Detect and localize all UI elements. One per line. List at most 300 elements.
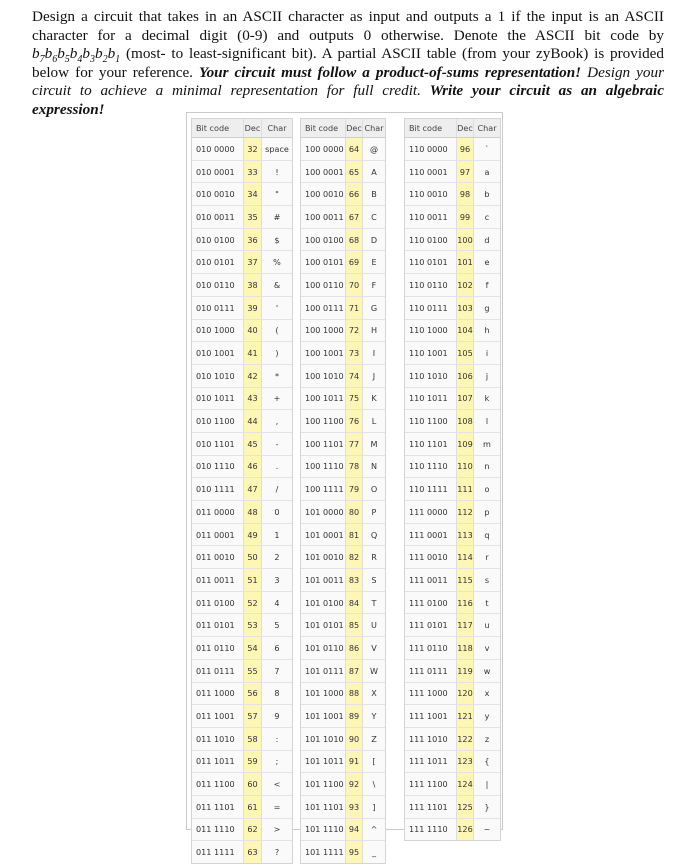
ascii-row bbox=[301, 183, 385, 206]
bit-code-cell: 110 0110 bbox=[409, 279, 448, 290]
ascii-row bbox=[405, 683, 500, 706]
dec-cell: 69 bbox=[345, 251, 363, 273]
ascii-row bbox=[192, 138, 292, 161]
dec-cell: 55 bbox=[243, 660, 262, 682]
char-cell: g bbox=[484, 302, 490, 313]
bit-code-cell: 110 0111 bbox=[409, 302, 448, 313]
ascii-row bbox=[405, 251, 500, 274]
char-cell: P bbox=[371, 506, 377, 517]
char-cell: ] bbox=[372, 801, 376, 812]
bit-code-cell: 011 1101 bbox=[196, 801, 235, 812]
char-cell: ! bbox=[275, 166, 279, 177]
char-cell: H bbox=[370, 325, 378, 336]
dec-cell: 96 bbox=[456, 138, 474, 160]
dec-cell: 115 bbox=[456, 569, 474, 591]
ascii-row bbox=[405, 456, 500, 479]
dec-cell: 68 bbox=[345, 229, 363, 251]
ascii-row bbox=[192, 660, 292, 683]
ascii-row bbox=[301, 206, 385, 229]
char-cell: D bbox=[370, 234, 378, 245]
char-cell: K bbox=[371, 393, 377, 404]
dec-cell: 109 bbox=[456, 433, 474, 455]
dec-cell: 93 bbox=[345, 796, 363, 818]
ascii-row bbox=[192, 342, 292, 365]
char-cell: . bbox=[275, 461, 279, 472]
bit-code-cell: 100 1100 bbox=[305, 416, 344, 427]
ascii-row bbox=[301, 342, 385, 365]
bit-code-cell: 010 1101 bbox=[196, 438, 235, 449]
header-dec: Dec bbox=[345, 119, 363, 137]
bit-code-cell: 100 0000 bbox=[305, 143, 344, 154]
ascii-row bbox=[192, 796, 292, 819]
bit-code-cell: 100 0110 bbox=[305, 279, 344, 290]
dec-cell: 102 bbox=[456, 274, 474, 296]
dec-cell: 34 bbox=[243, 183, 262, 205]
ascii-row bbox=[192, 501, 292, 524]
ascii-row bbox=[405, 183, 500, 206]
bit-code-cell: 010 1100 bbox=[196, 416, 235, 427]
ascii-row bbox=[192, 728, 292, 751]
char-cell: r bbox=[485, 552, 489, 563]
header-bit-code: Bit code bbox=[409, 123, 443, 133]
dec-cell: 39 bbox=[243, 297, 262, 319]
ascii-row bbox=[301, 796, 385, 819]
bit-code-cell: 101 0100 bbox=[305, 597, 344, 608]
ascii-row bbox=[301, 161, 385, 184]
dec-cell: 116 bbox=[456, 592, 474, 614]
bit-code-cell: 010 0011 bbox=[196, 211, 235, 222]
bit-code-cell: 011 0010 bbox=[196, 552, 235, 563]
ascii-row bbox=[301, 229, 385, 252]
bit-code-cell: 010 1011 bbox=[196, 393, 235, 404]
ascii-row bbox=[405, 138, 500, 161]
dec-cell: 86 bbox=[345, 637, 363, 659]
ascii-header-row bbox=[192, 119, 292, 138]
bit-code-cell: 010 0101 bbox=[196, 257, 235, 268]
ascii-row bbox=[405, 546, 500, 569]
header-bit-code: Bit code bbox=[305, 123, 339, 133]
bit-code-cell: 101 0101 bbox=[305, 620, 344, 631]
bit-code-cell: 100 0001 bbox=[305, 166, 344, 177]
dec-cell: 52 bbox=[243, 592, 262, 614]
char-cell: " bbox=[275, 189, 279, 200]
bit-code-cell: 111 1011 bbox=[409, 756, 448, 767]
bit-code-cell: 100 0100 bbox=[305, 234, 344, 245]
dec-cell: 56 bbox=[243, 683, 262, 705]
dec-cell: 117 bbox=[456, 614, 474, 636]
bit-code-cell: 110 1010 bbox=[409, 370, 448, 381]
ascii-row bbox=[301, 705, 385, 728]
dec-cell: 101 bbox=[456, 251, 474, 273]
char-cell: s bbox=[484, 574, 490, 585]
char-cell: h bbox=[484, 325, 490, 336]
char-cell: c bbox=[484, 211, 490, 222]
dec-cell: 50 bbox=[243, 546, 262, 568]
algebraic-requirement: Write your circuit as an algebraic expression! bbox=[32, 82, 664, 118]
ascii-row bbox=[301, 546, 385, 569]
dec-cell: 95 bbox=[345, 841, 363, 863]
ascii-row bbox=[301, 841, 385, 863]
char-cell: ~ bbox=[483, 824, 491, 835]
char-cell: I bbox=[372, 348, 376, 359]
ascii-row bbox=[301, 751, 385, 774]
dec-cell: 53 bbox=[243, 614, 262, 636]
dec-cell: 80 bbox=[345, 501, 363, 523]
dec-cell: 46 bbox=[243, 456, 262, 478]
ascii-row bbox=[301, 592, 385, 615]
char-cell: > bbox=[273, 824, 281, 835]
ascii-row bbox=[301, 524, 385, 547]
ascii-row bbox=[192, 433, 292, 456]
char-cell: : bbox=[275, 733, 279, 744]
dec-cell: 89 bbox=[345, 705, 363, 727]
dec-cell: 92 bbox=[345, 773, 363, 795]
bit-code-cell: 010 1111 bbox=[196, 484, 235, 495]
char-cell: ^ bbox=[370, 824, 378, 835]
char-cell: , bbox=[275, 416, 279, 427]
dec-cell: 103 bbox=[456, 297, 474, 319]
ascii-row bbox=[405, 728, 500, 751]
ascii-row bbox=[192, 206, 292, 229]
bit-code-cell: 111 1100 bbox=[409, 779, 448, 790]
dec-cell: 113 bbox=[456, 524, 474, 546]
ascii-row bbox=[192, 274, 292, 297]
char-cell: Q bbox=[370, 529, 378, 540]
dec-cell: 35 bbox=[243, 206, 262, 228]
dec-cell: 123 bbox=[456, 751, 474, 773]
bit-code-cell: 110 0100 bbox=[409, 234, 448, 245]
ascii-row bbox=[405, 614, 500, 637]
dec-cell: 70 bbox=[345, 274, 363, 296]
char-cell: x bbox=[484, 688, 490, 699]
char-cell: R bbox=[371, 552, 377, 563]
dec-cell: 74 bbox=[345, 365, 363, 387]
ascii-row bbox=[405, 410, 500, 433]
char-cell: S bbox=[371, 574, 377, 585]
ascii-row bbox=[301, 138, 385, 161]
dec-cell: 41 bbox=[243, 342, 262, 364]
ascii-row bbox=[405, 342, 500, 365]
dec-cell: 124 bbox=[456, 773, 474, 795]
header-bit-code: Bit code bbox=[196, 123, 230, 133]
char-cell: 9 bbox=[274, 711, 280, 722]
dec-cell: 119 bbox=[456, 660, 474, 682]
bit-b7: $b_7$ bbox=[32, 45, 45, 66]
bit-code-cell: 111 1010 bbox=[409, 733, 448, 744]
bit-code-cell: 110 1101 bbox=[409, 438, 448, 449]
ascii-row bbox=[192, 819, 292, 842]
bit-b1: $b_1$ bbox=[107, 45, 121, 66]
dec-cell: 88 bbox=[345, 683, 363, 705]
minimal-requirement: Design your circuit to achieve a minimal representation for full credit. bbox=[32, 63, 664, 99]
ascii-row bbox=[301, 274, 385, 297]
dec-cell: 87 bbox=[345, 660, 363, 682]
bit-code-cell: 111 0101 bbox=[409, 620, 448, 631]
header-char: Char bbox=[364, 123, 384, 133]
dec-cell: 75 bbox=[345, 388, 363, 410]
char-cell: % bbox=[273, 257, 281, 268]
bit-code-cell: 010 1010 bbox=[196, 370, 235, 381]
dec-cell: 61 bbox=[243, 796, 262, 818]
char-cell: i bbox=[485, 348, 489, 359]
dec-cell: 73 bbox=[345, 342, 363, 364]
char-cell: G bbox=[370, 302, 378, 313]
ascii-header-row bbox=[301, 119, 385, 138]
char-cell: | bbox=[485, 779, 489, 790]
ascii-row bbox=[192, 229, 292, 252]
ascii-row bbox=[405, 229, 500, 252]
char-cell: # bbox=[273, 211, 281, 222]
bit-code-cell: 011 0100 bbox=[196, 597, 235, 608]
bit-code-cell: 100 1111 bbox=[305, 484, 344, 495]
ascii-row bbox=[192, 614, 292, 637]
dec-cell: 48 bbox=[243, 501, 262, 523]
dec-cell: 99 bbox=[456, 206, 474, 228]
char-cell: W bbox=[369, 665, 378, 676]
bit-code-cell: 010 0110 bbox=[196, 279, 235, 290]
ascii-row bbox=[405, 274, 500, 297]
char-cell: B bbox=[371, 189, 377, 200]
bit-code-cell: 011 1011 bbox=[196, 756, 235, 767]
char-cell: 3 bbox=[274, 574, 280, 585]
ascii-row bbox=[192, 388, 292, 411]
char-cell: T bbox=[371, 597, 377, 608]
ascii-row bbox=[192, 751, 292, 774]
bit-b2: $b_2$ bbox=[94, 45, 108, 66]
ascii-row bbox=[192, 773, 292, 796]
bit-code-cell: 111 0110 bbox=[409, 642, 448, 653]
bit-code-cell: 011 1110 bbox=[196, 824, 235, 835]
char-cell: n bbox=[484, 461, 490, 472]
char-cell: E bbox=[371, 257, 377, 268]
char-cell: & bbox=[273, 279, 281, 290]
ascii-row bbox=[192, 569, 292, 592]
dec-cell: 65 bbox=[345, 161, 363, 183]
char-cell: 6 bbox=[274, 642, 280, 653]
bit-b4: $b_4$ bbox=[69, 45, 83, 66]
char-cell: ` bbox=[484, 143, 490, 154]
ascii-row bbox=[301, 637, 385, 660]
bit-b6: $b_6$ bbox=[44, 45, 58, 66]
dec-cell: 83 bbox=[345, 569, 363, 591]
char-cell: k bbox=[484, 393, 490, 404]
bit-code-cell: 100 0101 bbox=[305, 257, 344, 268]
char-cell: l bbox=[485, 416, 489, 427]
dec-cell: 44 bbox=[243, 410, 262, 432]
ascii-row bbox=[192, 841, 292, 863]
ascii-row bbox=[405, 388, 500, 411]
char-cell: 7 bbox=[274, 665, 280, 676]
ascii-row bbox=[192, 410, 292, 433]
bit-code-cell: 100 0010 bbox=[305, 189, 344, 200]
bit-code-cell: 011 1001 bbox=[196, 711, 235, 722]
bit-code-cell: 011 0000 bbox=[196, 506, 235, 517]
ascii-row bbox=[192, 365, 292, 388]
dec-cell: 63 bbox=[243, 841, 262, 863]
ascii-row bbox=[405, 206, 500, 229]
dec-cell: 66 bbox=[345, 183, 363, 205]
dec-cell: 32 bbox=[243, 138, 262, 160]
problem-statement bbox=[32, 8, 664, 119]
bit-code-cell: 101 0111 bbox=[305, 665, 344, 676]
bit-code-cell: 010 1110 bbox=[196, 461, 235, 472]
dec-cell: 84 bbox=[345, 592, 363, 614]
dec-cell: 76 bbox=[345, 410, 363, 432]
ascii-row bbox=[192, 251, 292, 274]
ascii-row bbox=[405, 161, 500, 184]
ascii-row bbox=[192, 637, 292, 660]
dec-cell: 71 bbox=[345, 297, 363, 319]
dec-cell: 54 bbox=[243, 637, 262, 659]
ascii-row bbox=[301, 683, 385, 706]
char-cell: L bbox=[371, 416, 377, 427]
char-cell: @ bbox=[369, 143, 379, 154]
ascii-row bbox=[405, 751, 500, 774]
bit-code-cell: 011 1111 bbox=[196, 847, 235, 858]
char-cell: e bbox=[484, 257, 490, 268]
char-cell: 2 bbox=[274, 552, 280, 563]
dec-cell: 120 bbox=[456, 683, 474, 705]
dec-cell: 57 bbox=[243, 705, 262, 727]
bit-b5: $b_5$ bbox=[57, 45, 70, 66]
bit-code-cell: 011 1100 bbox=[196, 779, 235, 790]
char-cell: < bbox=[273, 779, 281, 790]
dec-cell: 33 bbox=[243, 161, 262, 183]
dec-cell: 118 bbox=[456, 637, 474, 659]
char-cell: 5 bbox=[274, 620, 280, 631]
bit-code-cell: 110 0001 bbox=[409, 166, 448, 177]
bit-code-cell: 100 1010 bbox=[305, 370, 344, 381]
bit-code-cell: 011 1010 bbox=[196, 733, 235, 744]
header-char: Char bbox=[267, 123, 287, 133]
dec-cell: 37 bbox=[243, 251, 262, 273]
bit-code-cell: 011 1000 bbox=[196, 688, 235, 699]
ascii-row bbox=[405, 773, 500, 796]
header-dec: Dec bbox=[243, 119, 262, 137]
dec-cell: 67 bbox=[345, 206, 363, 228]
char-cell: ; bbox=[275, 756, 279, 767]
bit-code-cell: 110 0000 bbox=[409, 143, 448, 154]
ascii-row bbox=[301, 251, 385, 274]
char-cell: V bbox=[371, 642, 377, 653]
bit-code-cell: 110 0010 bbox=[409, 189, 448, 200]
ascii-row bbox=[405, 660, 500, 683]
char-cell: M bbox=[370, 438, 378, 449]
bit-b3: $b_3$ bbox=[82, 45, 95, 66]
char-cell: J bbox=[372, 370, 376, 381]
char-cell: - bbox=[275, 438, 279, 449]
ascii-column-2 bbox=[300, 118, 386, 864]
bit-code-cell: 111 0010 bbox=[409, 552, 448, 563]
ascii-row bbox=[192, 183, 292, 206]
ascii-row bbox=[192, 478, 292, 501]
dec-cell: 90 bbox=[345, 728, 363, 750]
char-cell: q bbox=[484, 529, 490, 540]
bit-code-cell: 110 0011 bbox=[409, 211, 448, 222]
bit-code-cell: 011 0110 bbox=[196, 642, 235, 653]
dec-cell: 108 bbox=[456, 410, 474, 432]
char-cell: o bbox=[484, 484, 490, 495]
ascii-column-3 bbox=[404, 118, 501, 841]
dec-cell: 100 bbox=[456, 229, 474, 251]
bit-code-cell: 101 1110 bbox=[305, 824, 344, 835]
header-char: Char bbox=[477, 123, 497, 133]
char-cell: X bbox=[371, 688, 377, 699]
bit-code-cell: 110 0101 bbox=[409, 257, 448, 268]
problem-text-intro: Design a circuit that takes in an ASCII character as input and outputs a 1 if the input is an ASCII character for a decimal digit (0-9) and outputs 0 otherwise. Denote the ASCII bit code by bbox=[32, 8, 664, 44]
char-cell: _ bbox=[371, 847, 377, 858]
bit-code-cell: 100 0011 bbox=[305, 211, 344, 222]
char-cell: 8 bbox=[274, 688, 280, 699]
ascii-row bbox=[405, 569, 500, 592]
ascii-row bbox=[301, 773, 385, 796]
char-cell: $ bbox=[274, 234, 280, 245]
ascii-row bbox=[405, 433, 500, 456]
dec-cell: 94 bbox=[345, 819, 363, 841]
char-cell: C bbox=[371, 211, 377, 222]
dec-cell: 110 bbox=[456, 456, 474, 478]
bit-code-cell: 010 0001 bbox=[196, 166, 235, 177]
ascii-table bbox=[186, 112, 503, 858]
char-cell: } bbox=[484, 801, 490, 812]
dec-cell: 98 bbox=[456, 183, 474, 205]
char-cell: m bbox=[483, 438, 491, 449]
ascii-row bbox=[301, 501, 385, 524]
ascii-row bbox=[405, 297, 500, 320]
dec-cell: 38 bbox=[243, 274, 262, 296]
dec-cell: 111 bbox=[456, 478, 474, 500]
char-cell: space bbox=[265, 143, 289, 154]
bit-code-cell: 100 1011 bbox=[305, 393, 344, 404]
char-cell: = bbox=[273, 801, 281, 812]
dec-cell: 82 bbox=[345, 546, 363, 568]
dec-cell: 43 bbox=[243, 388, 262, 410]
ascii-row bbox=[405, 796, 500, 819]
bit-code-cell: 110 1100 bbox=[409, 416, 448, 427]
dec-cell: 122 bbox=[456, 728, 474, 750]
char-cell: F bbox=[371, 279, 377, 290]
dec-cell: 104 bbox=[456, 320, 474, 342]
dec-cell: 114 bbox=[456, 546, 474, 568]
char-cell: ? bbox=[274, 847, 280, 858]
dec-cell: 81 bbox=[345, 524, 363, 546]
char-cell: j bbox=[485, 370, 489, 381]
char-cell: ) bbox=[275, 348, 279, 359]
bit-code-cell: 100 1101 bbox=[305, 438, 344, 449]
dec-cell: 58 bbox=[243, 728, 262, 750]
char-cell: 0 bbox=[274, 506, 280, 517]
bit-code-notation bbox=[32, 45, 121, 66]
char-cell: z bbox=[484, 733, 490, 744]
char-cell: [ bbox=[372, 756, 376, 767]
char-cell: + bbox=[273, 393, 281, 404]
ascii-row bbox=[301, 569, 385, 592]
bit-code-cell: 101 1001 bbox=[305, 711, 344, 722]
dec-cell: 77 bbox=[345, 433, 363, 455]
ascii-row bbox=[405, 524, 500, 547]
char-cell: d bbox=[484, 234, 490, 245]
dec-cell: 105 bbox=[456, 342, 474, 364]
bit-code-cell: 101 1100 bbox=[305, 779, 344, 790]
char-cell: Y bbox=[371, 711, 377, 722]
ascii-row bbox=[301, 660, 385, 683]
dec-cell: 47 bbox=[243, 478, 262, 500]
bit-code-cell: 111 0011 bbox=[409, 574, 448, 585]
dec-cell: 42 bbox=[243, 365, 262, 387]
dec-cell: 126 bbox=[456, 819, 474, 841]
char-cell: / bbox=[275, 484, 279, 495]
char-cell: v bbox=[484, 642, 490, 653]
